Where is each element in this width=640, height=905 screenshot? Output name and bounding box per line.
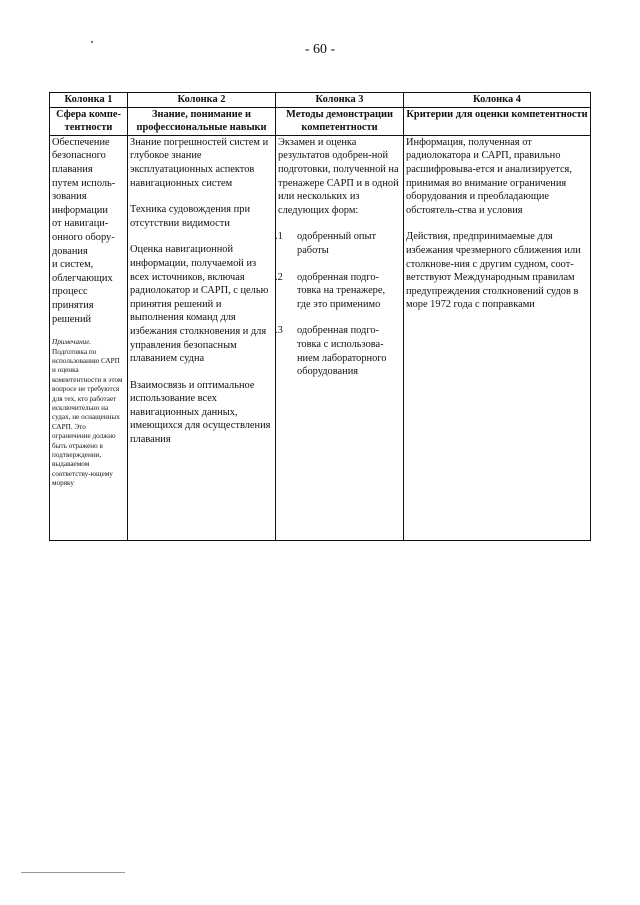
knowledge-item: Оценка навигационной информации, получаемой из всех источников, включая радиолокатор и САРП, с целью принятия решений и выполнения команд для избежания столкновения и для управления безопасным плаванием судна — [130, 244, 269, 365]
criteria-item: Информация, полученная от радиолокатора и САРП, правильно расшифровыва-ется и анализируется, принимая во внимание ограничения оборудования и преобладающие обстоятель-ства и условия — [406, 136, 572, 216]
criteria-cell — [404, 135, 591, 540]
note-text: Подготовка по использованию САРП и оценка компетентности в этом вопросе не требуются для тех, кто работает исключительно на судах, не оснащенных САРП. Это ограничение должно быть отражено в подтверждении, выдаваемом соответству-ющему моряку — [52, 347, 123, 488]
footer-rule — [21, 872, 125, 873]
note-block — [52, 338, 125, 489]
method-item — [275, 324, 401, 378]
competence-line: плавания — [52, 163, 93, 175]
competence-line: решений — [52, 313, 92, 325]
note-title: Примечание. — [52, 338, 92, 347]
column-number-4: Колонка 4 — [404, 93, 591, 108]
page-number: - 60 - — [304, 42, 336, 57]
column-number-2: Колонка 2 — [128, 93, 276, 108]
competence-line: информации — [52, 204, 108, 216]
criteria-item: Действия, предпринимаемые для избежания чрезмерного сближения или столкнове-ния с другим судном, соот-ветствуют Международным правилам предупреждения столкновений судов в море 1972 года с поправками — [406, 231, 581, 311]
header-competence-sphere: Сфера компе-тентности — [50, 107, 128, 135]
competence-line: процесс — [52, 286, 88, 298]
knowledge-item: Техника судовождения при отсутствии видимости — [130, 204, 251, 229]
method-text: одобренная подго-товка на тренажере, где это применимо — [297, 271, 386, 310]
knowledge-item: Взаимосвязь и оптимальное использование всех навигационных данных, имеющихся для осуществления плавания — [130, 379, 271, 446]
methods-intro: Экзамен и оценка результатов одобрен-ной подготовки, полученной на тренажере САРП и в одной или нескольких из следующих форм: — [278, 136, 399, 216]
competence-line: онного обору- — [52, 231, 115, 243]
competence-cell — [50, 135, 128, 540]
competence-line: Обеспечение — [52, 136, 110, 148]
competence-line: зования — [52, 191, 87, 203]
method-number: .3 — [275, 325, 283, 337]
competence-line: облегчающих — [52, 272, 113, 284]
competence-line: принятия — [52, 299, 94, 311]
competence-line: безопасного — [52, 150, 106, 162]
knowledge-item: Знание погрешностей систем и глубокое знание эксплуатационных аспектов навигационных систем — [130, 136, 269, 189]
method-number: .2 — [275, 271, 283, 283]
column-number-3: Колонка 3 — [276, 93, 404, 108]
competence-line: и систем, — [52, 259, 94, 271]
methods-cell — [276, 135, 404, 540]
competence-line: путем исполь- — [52, 177, 116, 189]
competence-line: от навигаци- — [52, 218, 109, 230]
method-item — [275, 271, 401, 312]
method-item — [275, 230, 401, 257]
column-header-row — [50, 107, 591, 135]
content-row — [50, 135, 591, 540]
header-criteria: Критерии для оценки компетентности — [404, 107, 591, 135]
header-knowledge: Знание, понимание и профессиональные навыки — [128, 107, 276, 135]
column-number-1: Колонка 1 — [50, 93, 128, 108]
competence-table — [49, 92, 591, 541]
competence-line: дования — [52, 245, 88, 257]
method-text: одобренная подго-товка с использова-нием лабораторного оборудования — [297, 325, 387, 378]
header-methods: Методы демонстрации компетентности — [276, 107, 404, 135]
method-text: одобренный опыт работы — [297, 231, 377, 256]
method-number: .1 — [275, 231, 283, 243]
knowledge-cell — [128, 135, 276, 540]
column-number-row — [50, 93, 591, 108]
